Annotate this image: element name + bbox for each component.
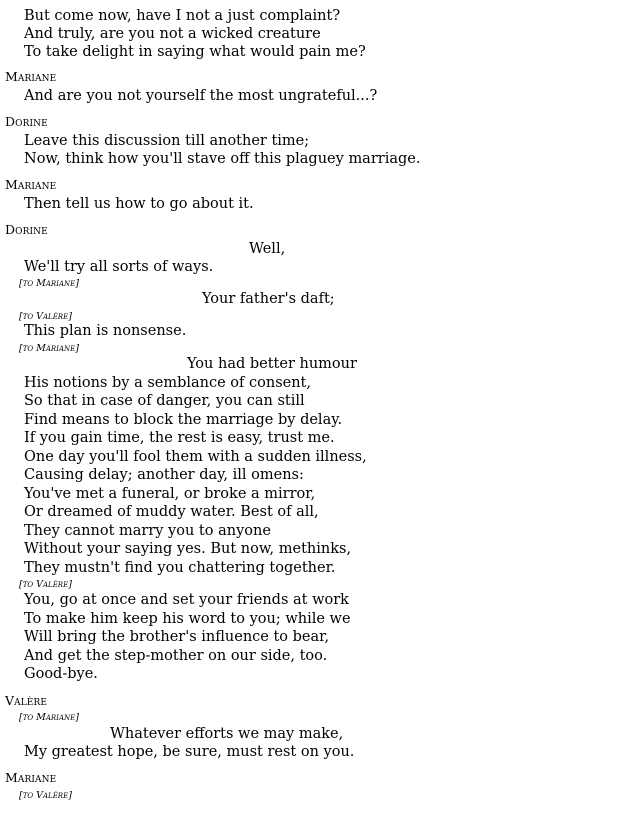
speaker-name: Dorine [5, 114, 48, 129]
verse-line: And get the step-mother on our side, too. [24, 648, 328, 664]
stage-direction: [to Mariane] [19, 278, 79, 289]
verse-line: Then tell us how to go about it. [24, 196, 254, 212]
speaker-name: Dorine [5, 222, 48, 237]
verse-line: To take delight in saying what would pain me? [24, 44, 366, 60]
verse-line: And are you not yourself the most ungrateful...? [24, 88, 378, 104]
verse-line: My greatest hope, be sure, must rest on you. [24, 744, 355, 760]
verse-line: You've met a funeral, or broke a mirror, [24, 486, 316, 502]
verse-line: Or dreamed of muddy water. Best of all, [24, 504, 319, 520]
verse-line: Causing delay; another day, ill omens: [24, 467, 304, 483]
verse-line: But come now, have I not a just complaint? [24, 8, 341, 24]
verse-line: Good-bye. [24, 666, 98, 682]
speaker-name: Mariane [5, 177, 57, 192]
stage-direction: [to Mariane] [19, 343, 79, 354]
stage-direction: [to Mariane] [19, 712, 79, 723]
verse-line: To make him keep his word to you; while we [24, 611, 351, 627]
verse-line: Will bring the brother's influence to bear, [24, 629, 330, 645]
verse-line: Now, think how you'll stave off this plaguey marriage. [24, 151, 421, 167]
verse-line: So that in case of danger, you can still [24, 393, 305, 409]
verse-line: Leave this discussion till another time; [24, 133, 310, 149]
speaker-name: Mariane [5, 770, 57, 785]
verse-line: Whatever efforts we may make, [110, 726, 344, 742]
verse-line: And truly, are you not a wicked creature [24, 26, 321, 42]
stage-direction: [to Valère] [19, 311, 72, 322]
verse-line: They mustn't find you chattering together. [24, 560, 336, 576]
verse-line: You had better humour [187, 356, 357, 372]
speaker-name: Valère [5, 693, 48, 708]
verse-line: His notions by a semblance of consent, [24, 375, 311, 391]
verse-line: Without your saying yes. But now, methinks, [24, 541, 352, 557]
verse-line: Your father's daft; [202, 291, 335, 307]
verse-line: They cannot marry you to anyone [24, 523, 271, 539]
verse-line: One day you'll fool them with a sudden illness, [24, 449, 367, 465]
verse-line: Well, [249, 241, 286, 257]
verse-line: If you gain time, the rest is easy, trust me. [24, 430, 335, 446]
stage-direction: [to Valère] [19, 579, 72, 590]
verse-line: Find means to block the marriage by delay. [24, 412, 343, 428]
verse-line: This plan is nonsense. [24, 323, 187, 339]
verse-line: We'll try all sorts of ways. [24, 259, 214, 275]
speaker-name: Mariane [5, 69, 57, 84]
verse-line: You, go at once and set your friends at work [24, 592, 349, 608]
stage-direction: [to Valère] [19, 790, 72, 801]
